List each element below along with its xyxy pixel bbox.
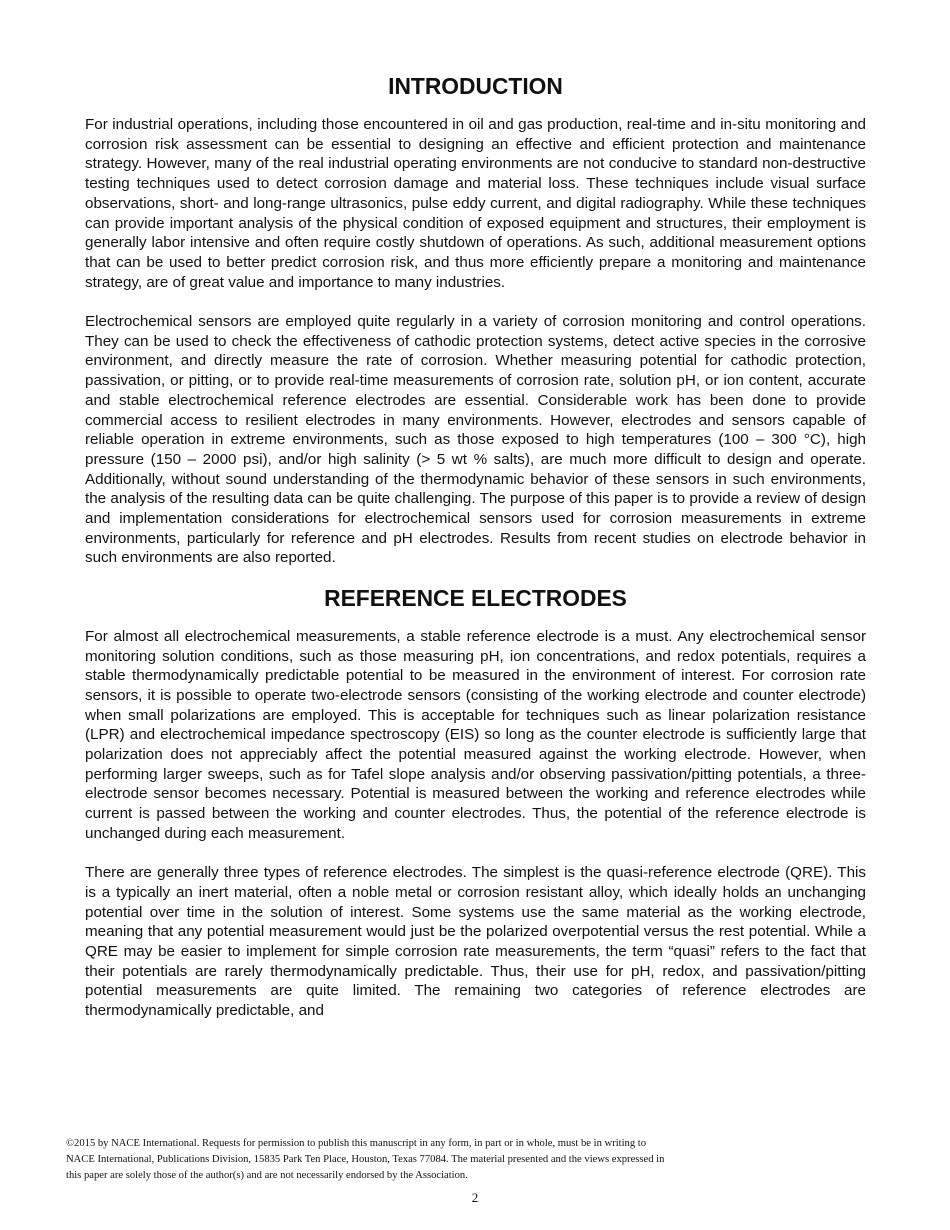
page-number: 2: [471, 1190, 479, 1205]
section-introduction: [85, 73, 866, 568]
introduction-paragraph-2: Electrochemical sensors are employed quite regularly in a variety of corrosion monitoring and control operations. They can be used to check the effectiveness of cathodic protection systems, detect active species in the corrosive environment, and directly measure the rate of corrosion. Whether measuring potential for cathodic protection, passivation, or pitting, or to provide real-time measurements of corrosion rate, solution pH, or ion content, accurate and stable electrochemical reference electrodes are essential. Considerable work has been done to provide commercial access to resilient electrodes in many environments. However, electrodes and sensors capable of reliable operation in extreme environments, such as those exposed to high temperatures (100 – 300 °C), high pressure (150 – 2000 psi), and/or high salinity (> 5 wt % salts), are much more difficult to design and operate. Additionally, without sound understanding of the thermodynamic behavior of these sensors in such environments, the analysis of the resulting data can be quite challenging. The purpose of this paper is to provide a review of design and implementation considerations for electrochemical sensors used for corrosion measurements in extreme environments, particularly for reference and pH electrodes. Results from recent studies on electrode behavior in such environments are also reported.: [85, 313, 866, 567]
introduction-paragraph-1: For industrial operations, including those encountered in oil and gas production, real-time and in-situ monitoring and corrosion risk assessment can be essential to designing an effective and efficient protection and maintenance strategy. However, many of the real industrial operating environments are not conducive to standard non-destructive testing techniques used to detect corrosion damage and material loss. These techniques include visual surface observations, short- and long-range ultrasonics, pulse eddy current, and digital radiography. While these techniques can provide important analysis of the physical condition of exposed equipment and structures, their employment is generally labor intensive and often require costly shutdown of operations. As such, additional measurement options that can be used to better predict corrosion risk, and thus more efficiently prepare a monitoring and maintenance strategy, are of great value and importance to many industries.: [85, 116, 866, 291]
footer-line: this paper are solely those of the author(s) and are not necessarily endorsed by the Association.: [66, 1170, 468, 1181]
main-text-column: [85, 73, 866, 1021]
copyright-footer: [66, 1136, 786, 1184]
section-reference-electrodes: [85, 584, 866, 1021]
section-heading-introduction: INTRODUCTION: [388, 73, 563, 99]
section-heading-reference-electrodes: REFERENCE ELECTRODES: [324, 584, 627, 611]
reference-electrodes-paragraph-2: There are generally three types of reference electrodes. The simplest is the quasi-reference electrode (QRE). This is a typically an inert material, often a noble metal or corrosion resistant alloy, which ideally holds an unchanging potential over time in the solution of interest. Some systems use the same material as the working electrode, meaning that any potential measurement would just be the polarized overpotential versus the rest potential. While a QRE may be easier to implement for simple corrosion rate measurements, the term “quasi” refers to the fact that their potentials are rarely thermodynamically predictable. Thus, their use for pH, redox, and passivation/pitting potential measurements are quite limited. The remaining two categories of reference electrodes are thermodynamically predictable, and: [85, 864, 866, 1020]
footer-line: ©2015 by NACE International. Requests for permission to publish this manuscript in any form, in part or in whole, must be in writing to: [66, 1138, 647, 1149]
footer-line: NACE International, Publications Division, 15835 Park Ten Place, Houston, Texas 77084. The material presented and the views expressed in: [66, 1154, 665, 1165]
reference-electrodes-paragraph-1: For almost all electrochemical measurements, a stable reference electrode is a must. Any electrochemical sensor monitoring solution conditions, such as those measuring pH, ion concentrations, and redox potentials, requires a stable thermodynamically predictable potential to be measured in the environment of interest. For corrosion rate sensors, it is possible to operate two-electrode sensors (consisting of the working electrode and counter electrode) when small polarizations are employed. This is acceptable for techniques such as linear polarization resistance (LPR) and electrochemical impedance spectroscopy (EIS) so long as the counter electrode is sufficiently large that polarization does not appreciably affect the potential measured against the working electrode. However, when performing larger sweeps, such as for Tafel slope analysis and/or observing passivation/pitting potentials, a three-electrode sensor becomes necessary. Potential is measured between the working and reference electrodes while current is passed between the working and counter electrodes. Thus, the potential of the reference electrode is unchanged during each measurement.: [85, 627, 866, 842]
